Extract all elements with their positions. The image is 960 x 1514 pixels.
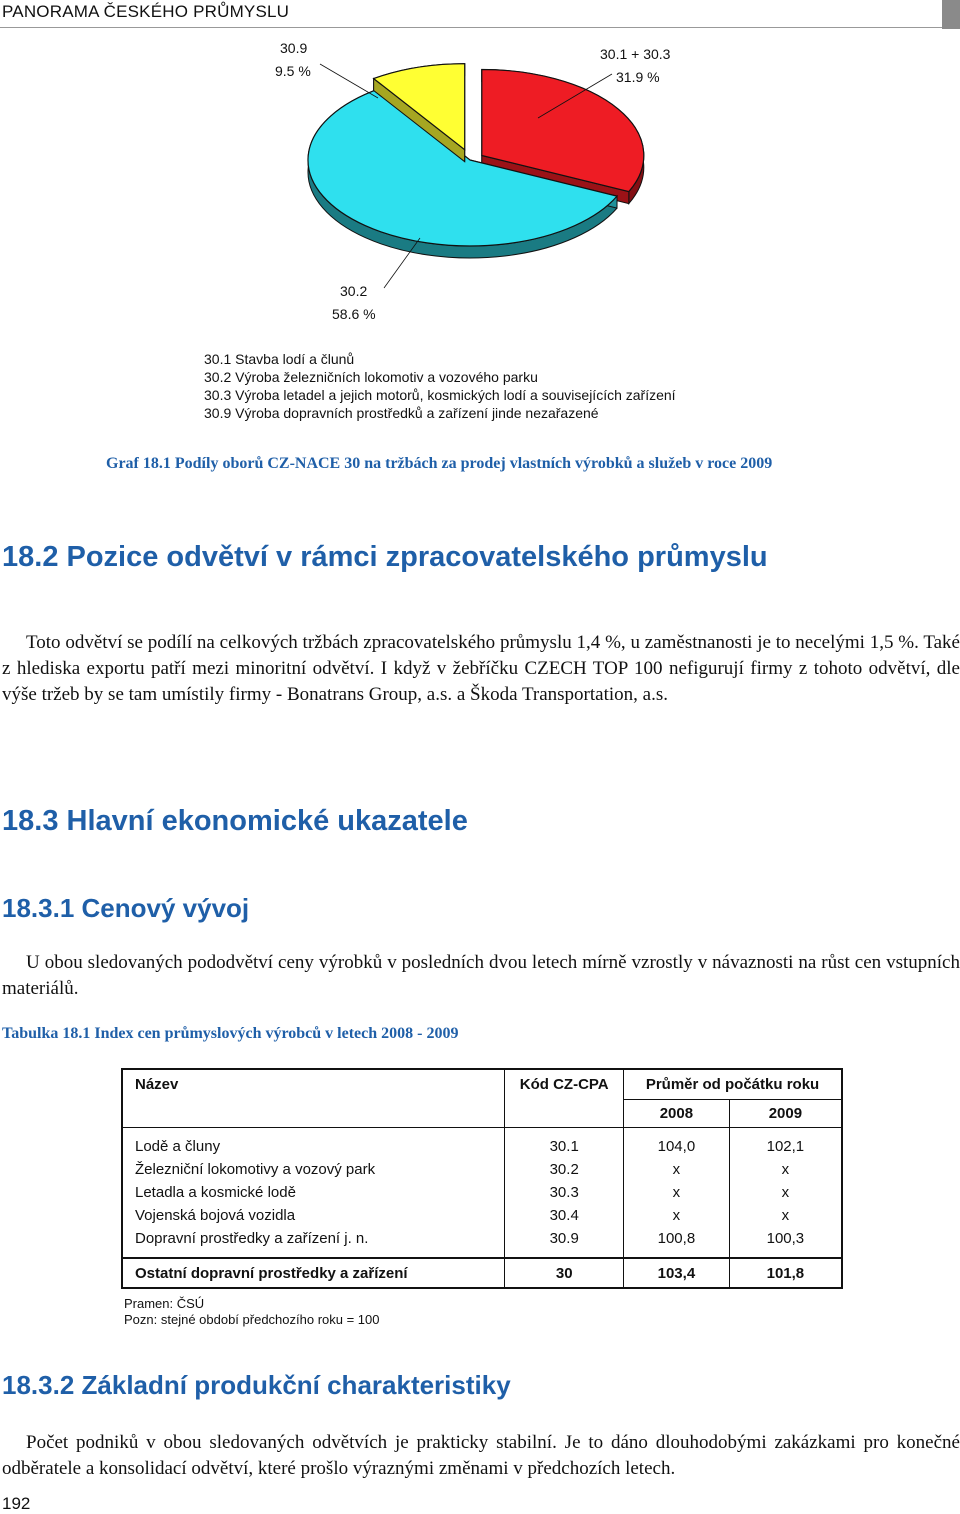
row-name: Lodě a čluny bbox=[135, 1138, 221, 1155]
row-code: 30.2 bbox=[505, 1158, 624, 1181]
total-name: Ostatní dopravní prostředky a zařízení bbox=[135, 1264, 408, 1282]
row-2008: x bbox=[624, 1181, 730, 1204]
row-name: Železniční lokomotivy a vozový park bbox=[135, 1161, 376, 1178]
row-2008: x bbox=[624, 1158, 730, 1181]
table-caption: Tabulka 18.1 Index cen průmyslových výrobců v letech 2008 - 2009 bbox=[2, 1025, 459, 1042]
leader-line-30-9 bbox=[320, 64, 378, 98]
legend-item: 30.9 Výroba dopravních prostředků a zařízení jinde nezařazené bbox=[204, 405, 599, 421]
pie-label-code-30-9: 30.9 bbox=[280, 40, 308, 56]
table-row bbox=[122, 1181, 842, 1204]
section-heading-18-2: 18.2 Pozice odvětví v rámci zpracovatelského průmyslu bbox=[2, 541, 768, 573]
table-source: Pramen: ČSÚ bbox=[124, 1296, 205, 1311]
price-index-table bbox=[121, 1068, 843, 1289]
row-2009: x bbox=[729, 1204, 842, 1227]
table-header-2009: 2009 bbox=[729, 1099, 842, 1127]
page-number: 192 bbox=[2, 1494, 31, 1513]
row-name: Letadla a kosmické lodě bbox=[135, 1184, 296, 1201]
table-total-row bbox=[122, 1258, 842, 1288]
paragraph-18-3-1: U obou sledovaných pododvětví ceny výrobků v posledních dvou letech mírně vzrostly v návaznosti na růst cen vstupních materiálů. bbox=[2, 952, 960, 999]
table-row bbox=[122, 1227, 842, 1250]
pie-label-code-30-1-30-3: 30.1 + 30.3 bbox=[600, 46, 671, 62]
row-2009: x bbox=[729, 1158, 842, 1181]
pie-label-pct-30-9: 9.5 % bbox=[275, 63, 311, 79]
legend-item: 30.1 Stavba lodí a člunů bbox=[204, 351, 355, 367]
header-side-bar bbox=[942, 0, 960, 29]
row-code: 30.1 bbox=[505, 1135, 624, 1158]
table-note: Pozn: stejné období předchozího roku = 100 bbox=[124, 1312, 380, 1327]
row-2009: x bbox=[729, 1181, 842, 1204]
paragraph-18-2: Toto odvětví se podílí na celkových tržbách zpracovatelského průmyslu 1,4 %, u zaměstnanosti je to necelými 1,5 %. Také z hlediska exportu patří mezi minoritní odvětví. I když v žebříčku CZECH TOP 100 nefigurují firmy z tohoto odvětví, dle výše tržeb by se tam umístily firmy - Bonatrans Group, a.s. a Škoda Transportation, a.s. bbox=[2, 632, 960, 705]
section-heading-18-3-2: 18.3.2 Základní produkční charakteristiky bbox=[2, 1370, 511, 1400]
header-title: PANORAMA ČESKÉHO PRŮMYSLU bbox=[2, 2, 290, 21]
total-code: 30 bbox=[505, 1258, 624, 1288]
pie-chart bbox=[0, 28, 960, 348]
row-code: 30.3 bbox=[505, 1181, 624, 1204]
total-2008: 103,4 bbox=[624, 1258, 730, 1288]
paragraph-18-3-2: Počet podniků v obou sledovaných odvětvích je prakticky stabilní. Je to dáno dlouhodobými zakázkami pro konečné odběratele a konsolidací odvětví, které prošlo výraznými změnami v předchozích letech. bbox=[2, 1432, 960, 1479]
legend-item: 30.2 Výroba železničních lokomotiv a vozového parku bbox=[204, 369, 538, 385]
row-code: 30.4 bbox=[505, 1204, 624, 1227]
table-header-code: Kód CZ-CPA bbox=[505, 1069, 624, 1099]
section-heading-18-3: 18.3 Hlavní ekonomické ukazatele bbox=[2, 805, 468, 837]
chart-caption: Graf 18.1 Podíly oborů CZ-NACE 30 na tržbách za prodej vlastních výrobků a služeb v roce 2009 bbox=[106, 455, 773, 472]
table-header-average: Průměr od počátku roku bbox=[624, 1069, 842, 1099]
total-2009: 101,8 bbox=[729, 1258, 842, 1288]
section-heading-18-3-1: 18.3.1 Cenový vývoj bbox=[2, 893, 250, 923]
chart-legend bbox=[204, 350, 676, 422]
table-row bbox=[122, 1135, 842, 1158]
pie-label-pct-30-2: 58.6 % bbox=[332, 306, 376, 322]
row-name: Dopravní prostředky a zařízení j. n. bbox=[135, 1230, 369, 1247]
legend-item: 30.3 Výroba letadel a jejich motorů, kosmických lodí a souvisejících zařízení bbox=[204, 387, 676, 403]
row-code: 30.9 bbox=[505, 1227, 624, 1250]
row-2009: 102,1 bbox=[729, 1135, 842, 1158]
pie-label-code-30-2: 30.2 bbox=[340, 283, 368, 299]
row-2008: x bbox=[624, 1204, 730, 1227]
pie-label-pct-30-1-30-3: 31.9 % bbox=[616, 69, 660, 85]
row-name: Vojenská bojová vozidla bbox=[135, 1207, 296, 1224]
row-2008: 104,0 bbox=[624, 1135, 730, 1158]
row-2008: 100,8 bbox=[624, 1227, 730, 1250]
row-2009: 100,3 bbox=[729, 1227, 842, 1250]
table-row bbox=[122, 1158, 842, 1181]
table-row bbox=[122, 1204, 842, 1227]
table-header-2008: 2008 bbox=[624, 1099, 730, 1127]
table-header-name: Název bbox=[135, 1076, 179, 1093]
